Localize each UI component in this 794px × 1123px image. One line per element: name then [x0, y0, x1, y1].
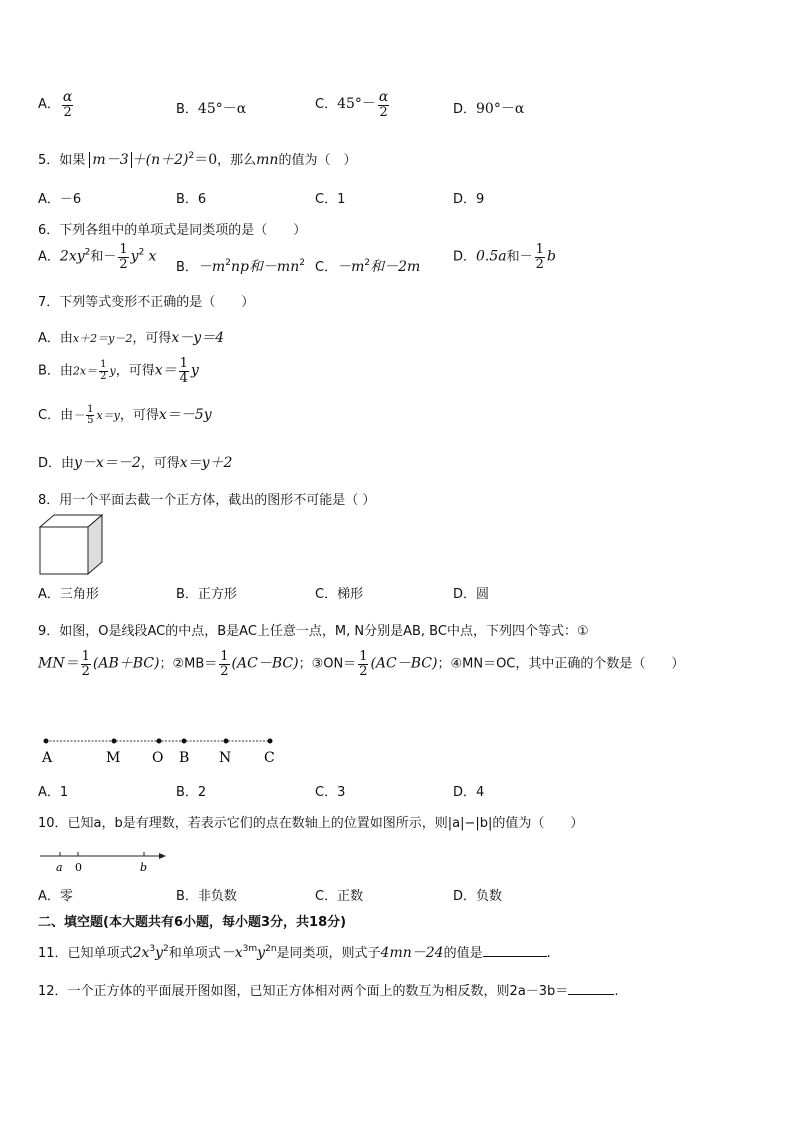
q12-stem: 12．一个正方体的平面展开图如图，已知正方体相对两个面上的数互为相反数，则2a－3b＝ . — [38, 984, 619, 999]
q11-stem: 11．已知单项式$2x^3y^2$和单项式$-x^{3m}y^{2n}$是同类项，则式子4mn－24的值是 . — [38, 944, 551, 961]
absolute-value: m－3 — [89, 152, 131, 168]
segment-figure — [36, 734, 286, 768]
q9-option-c: C．3 — [315, 785, 346, 800]
q6-option-b: B．$-m^2np$和$-mn^2$ — [176, 258, 305, 275]
arrow-head — [159, 853, 166, 859]
q7-stem: 7．下列等式变形不正确的是（ ） — [38, 295, 255, 310]
q8-option-c: C．梯形 — [315, 587, 364, 602]
q8-option-b: B．正方形 — [176, 587, 237, 602]
q9-option-a: A．1 — [38, 785, 69, 800]
label-a: A — [42, 750, 53, 766]
label-a: a — [56, 861, 63, 874]
q7-option-a: A．由x＋2＝y－2，可得x－y＝4 — [38, 330, 225, 346]
option-label: A． — [38, 97, 60, 113]
label-b: B — [179, 750, 190, 766]
q4-option-b: B．45°－α — [176, 101, 247, 117]
q10-option-a: A．零 — [38, 889, 73, 904]
point-c — [268, 739, 273, 744]
point-b — [182, 739, 187, 744]
q10-option-d: D．负数 — [453, 889, 503, 904]
q5-option-a: A．－6 — [38, 192, 82, 207]
q10-stem: 10．已知a，b是有理数，若表示它们的点在数轴上的位置如图所示，则|a|−|b|的值为（ ） — [38, 816, 584, 831]
label-o: O — [152, 750, 164, 766]
label-m: M — [106, 750, 121, 766]
q4-option-d: D．90°－α — [453, 101, 525, 117]
q7-option-d: D．由y－x＝－2，可得x＝y＋2 — [38, 455, 233, 471]
q9-equations: MN＝ $\frac{1}{2}$ (AB＋BC)；②MB＝ $\frac{1}{2}$ (AC－BC)；③ON＝ $\frac{1}{2}$ (AC－BC)；④MN＝OC，其中正确的个数是（ ） — [38, 649, 685, 679]
q5-option-b: B．6 — [176, 192, 207, 207]
point-m — [112, 739, 117, 744]
q8-option-a: A．三角形 — [38, 587, 99, 602]
q6-option-d: D．0.5a和－ $\frac{1}{2}$ b — [453, 242, 556, 272]
section-heading: 二、填空题(本大题共有6小题，每小题3分，共18分) — [38, 915, 347, 930]
label-n: N — [219, 750, 232, 766]
q5-option-c: C．1 — [315, 192, 346, 207]
q10-option-b: B．非负数 — [176, 889, 237, 904]
q4-option-c: C．45°－ $\frac{\alpha}{2}$ — [315, 89, 389, 120]
answer-blank[interactable] — [568, 982, 614, 995]
q10-option-c: C．正数 — [315, 889, 364, 904]
label-b: b — [140, 861, 148, 874]
cube-figure — [38, 513, 104, 575]
q8-stem: 8．用一个平面去截一个正方体，截出的图形不可能是（ ） — [38, 493, 376, 508]
number-line-figure — [38, 848, 170, 876]
q9-stem: 9．如图，O是线段AC的中点，B是AC上任意一点，M, N分别是AB, BC中点，下列四个等式：① — [38, 624, 589, 639]
point-n — [224, 739, 229, 744]
point-o — [157, 739, 162, 744]
q4-option-a — [38, 90, 75, 119]
q7-option-b: B．由2x＝ $\frac{1}{2}$ y，可得x＝ $\frac{1}{4}$ y — [38, 356, 199, 386]
fraction: $\frac{\alpha}{2}$ — [378, 89, 389, 120]
q9-option-b: B．2 — [176, 785, 207, 800]
q6-option-c: C．$-m^2$和－2m — [315, 258, 421, 275]
q7-option-c: C．由－ $\frac{1}{5}$ x＝y，可得x＝－5y — [38, 403, 212, 426]
q9-option-d: D．4 — [453, 785, 485, 800]
fraction: $\frac{\alpha}{2}$ — [62, 89, 73, 120]
q8-option-d: D．圆 — [453, 587, 490, 602]
q6-option-a: A．$2xy^2$和－ $\frac{1}{2}$ $y^2$ x — [38, 242, 157, 272]
answer-blank[interactable] — [483, 944, 547, 957]
label-c: C — [264, 750, 275, 766]
label-zero: 0 — [75, 861, 82, 874]
q5-option-d: D．9 — [453, 192, 485, 207]
point-a — [44, 739, 49, 744]
q6-stem: 6．下列各组中的单项式是同类项的是（ ） — [38, 223, 307, 238]
q5-stem: 5．如果 $m-3 +(n+2)^2=0$，那么mn的值为（ ） — [38, 151, 357, 168]
